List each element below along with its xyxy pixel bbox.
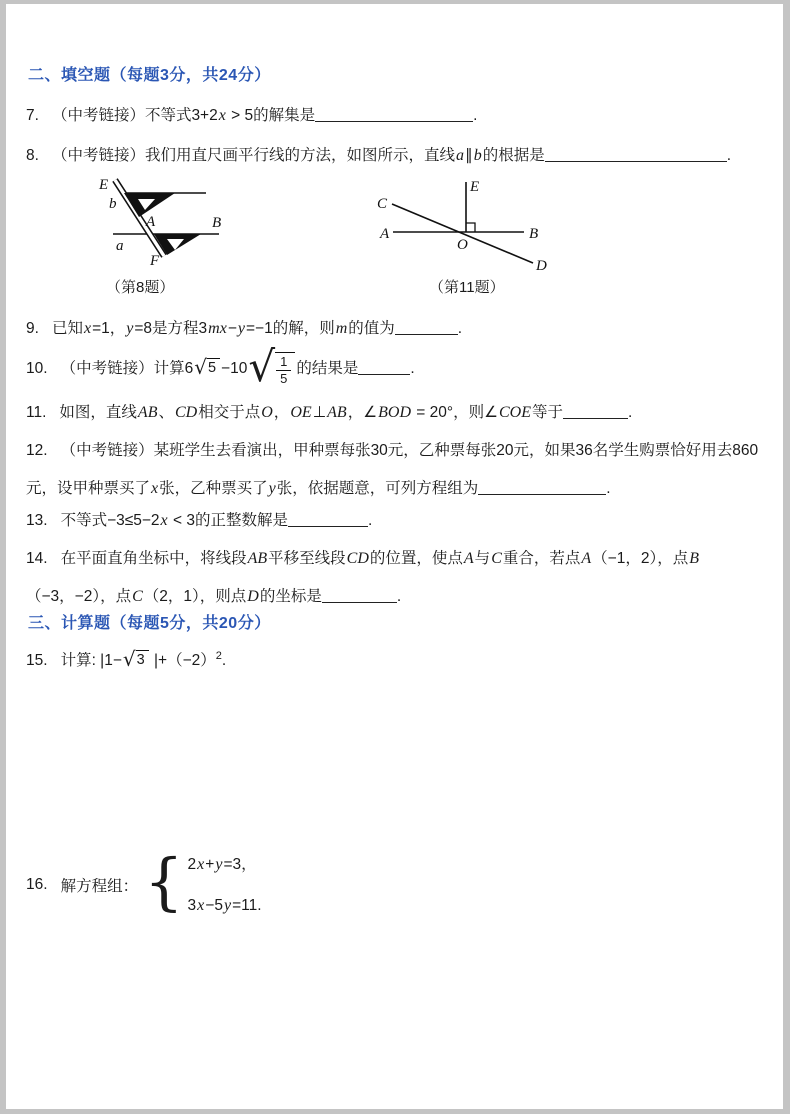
- question-15-number: 15.: [26, 652, 48, 669]
- question-9-number: 9.: [26, 320, 39, 337]
- math-variable: C: [132, 588, 143, 605]
- question-7-number: 7.: [26, 107, 39, 124]
- text-segment: （−1，2），点: [592, 550, 689, 567]
- fraction-denominator: 5: [280, 370, 288, 386]
- math-variable: AB: [327, 404, 347, 421]
- math-variable: x: [197, 856, 205, 873]
- text-segment: =8是方程3: [134, 320, 208, 337]
- text-segment: 元，设甲种票买了: [26, 480, 151, 497]
- text-segment: 在平面直角坐标中，将线段: [60, 550, 247, 567]
- question-11: [26, 400, 632, 422]
- text-segment: 、: [158, 404, 174, 421]
- question-12-text-line1: [61, 442, 759, 459]
- text-segment: 的坐标是: [259, 588, 322, 605]
- answer-blank: [358, 361, 410, 376]
- text-segment: 3: [187, 897, 197, 914]
- text-segment: .: [367, 512, 373, 529]
- math-variable: y: [126, 320, 134, 337]
- question-12-text-line2: [26, 480, 611, 497]
- text-segment: .: [457, 320, 463, 337]
- fraction: [276, 354, 291, 386]
- math-variable: B: [689, 550, 699, 567]
- math-variable: y: [215, 856, 223, 873]
- text-segment: ∥: [464, 147, 473, 164]
- question-10: [26, 342, 415, 391]
- text-segment: 等于: [532, 404, 564, 421]
- text-segment: 的位置，使点: [369, 550, 463, 567]
- fig11-label-B: B: [529, 226, 539, 242]
- text-segment: （中考链接）我们用直尺画平行线的方法，如图所示，直线: [51, 147, 455, 164]
- math-variable: A: [463, 550, 474, 567]
- math-variable: BOD: [378, 404, 411, 421]
- text-segment: ⊥: [312, 404, 327, 421]
- question-16: [26, 844, 262, 926]
- text-segment: +: [205, 856, 215, 873]
- text-segment: −: [227, 320, 237, 337]
- answer-blank: [322, 588, 397, 603]
- math-variable: OE: [290, 404, 312, 421]
- figure-q8-parallel-lines-ruler: [88, 172, 238, 267]
- math-variable: y: [237, 320, 245, 337]
- text-segment: （中考链接）计算6: [60, 360, 194, 378]
- question-7-text: [52, 107, 478, 124]
- fig8-label-F: F: [150, 253, 160, 267]
- fig11-line-CD: [392, 204, 533, 263]
- math-variable: m: [335, 320, 348, 337]
- text-segment: 计算: |1−: [60, 652, 122, 669]
- radicand: 3: [136, 650, 149, 669]
- equation-2: [188, 885, 262, 926]
- text-segment: =11.: [232, 897, 262, 914]
- question-8-text: [52, 147, 731, 164]
- question-14-number: 14.: [26, 550, 48, 567]
- fig11-label-E: E: [470, 179, 480, 195]
- answer-blank: [478, 480, 606, 495]
- fig8-label-a: a: [116, 238, 124, 254]
- question-9: [26, 316, 462, 338]
- figure-q8-caption: （第8题）: [106, 279, 175, 296]
- section-title-calculation: 三、计算题（每题5分，共20分）: [28, 615, 271, 632]
- text-segment: .: [606, 480, 611, 497]
- question-16-label: [61, 874, 139, 896]
- radical-sign: √: [248, 342, 276, 391]
- square-root: [122, 646, 149, 671]
- math-variable: mx: [208, 320, 227, 337]
- question-14: [26, 540, 700, 616]
- fig11-label-D: D: [536, 258, 547, 274]
- answer-blank: [395, 320, 458, 335]
- text-segment: （中考链接）某班学生去看演出，甲种票每张30元，乙种票每张20元，如果36名学生购票恰好用去860: [60, 442, 759, 459]
- question-14-text-line1: [61, 550, 700, 567]
- fig11-label-C: C: [377, 196, 388, 212]
- text-segment: ，∠: [347, 404, 378, 421]
- text-segment: 的根据是: [482, 147, 545, 164]
- answer-blank: [545, 147, 727, 162]
- text-segment: .: [473, 107, 478, 124]
- text-segment: .: [410, 360, 415, 378]
- text-segment: =−1的解，则: [245, 320, 335, 337]
- math-variable: a: [455, 147, 464, 164]
- text-segment: .: [628, 404, 633, 421]
- question-13-number: 13.: [26, 512, 48, 529]
- math-variable: O: [261, 404, 273, 421]
- text-segment: −5: [205, 897, 223, 914]
- equation-system: [188, 844, 262, 926]
- text-segment: 重合，若点: [502, 550, 581, 567]
- text-segment: 相交于点: [198, 404, 261, 421]
- text-segment: 的值为: [348, 320, 395, 337]
- fig11-label-A: A: [380, 226, 390, 242]
- question-11-text: [59, 404, 632, 421]
- text-segment: .: [396, 588, 402, 605]
- text-segment: 的结果是: [296, 360, 359, 378]
- text-segment: = 20°，则∠: [412, 404, 498, 421]
- question-10-number: 10.: [26, 360, 48, 378]
- text-segment: 平移至线段: [268, 550, 346, 567]
- fraction-numerator: 1: [276, 354, 291, 371]
- question-13-text: [61, 512, 373, 529]
- question-13: [26, 508, 372, 530]
- figure-q11-caption: （第11题）: [429, 279, 505, 296]
- system-brace: {: [144, 845, 184, 919]
- radical-sign: √: [194, 355, 207, 380]
- math-variable: b: [473, 147, 482, 164]
- question-8: [26, 143, 731, 165]
- text-segment: 已知: [51, 320, 83, 337]
- text-segment: .: [221, 652, 227, 669]
- text-segment: 解方程组：: [60, 878, 139, 895]
- question-15-text: [60, 646, 227, 671]
- section-title-fill-in-blanks: 二、填空题（每题3分，共24分）: [28, 67, 271, 84]
- text-segment: =1，: [92, 320, 126, 337]
- math-variable: CD: [174, 404, 198, 421]
- fig8-label-E: E: [99, 177, 109, 193]
- fig11-label-O: O: [457, 237, 468, 253]
- fig8-label-A: A: [146, 214, 156, 230]
- text-segment: < 3的正整数解是: [168, 512, 288, 529]
- text-segment: （2，1），则点: [143, 588, 247, 605]
- math-variable: x: [83, 320, 92, 337]
- question-11-number: 11.: [26, 404, 47, 421]
- question-14-text-line2: [26, 588, 401, 605]
- text-segment: 张，依据题意，可列方程组为: [276, 480, 479, 497]
- figure-q11-intersecting-lines: [358, 176, 558, 276]
- question-9-text: [52, 320, 462, 337]
- math-variable: A: [581, 550, 592, 567]
- math-variable: x: [151, 480, 159, 497]
- math-variable: y: [268, 480, 276, 497]
- exam-paper: [6, 4, 783, 1109]
- superscript: 2: [215, 649, 222, 662]
- math-variable: CD: [346, 550, 369, 567]
- text-segment: 不等式−3≤5−2: [60, 512, 160, 529]
- radical-sign: √: [122, 646, 136, 671]
- question-15: [26, 648, 226, 671]
- text-segment: |+（−2）: [149, 652, 216, 669]
- math-variable: COE: [499, 404, 531, 421]
- text-segment: .: [726, 147, 732, 164]
- text-segment: −10: [221, 360, 248, 378]
- math-variable: AB: [247, 550, 268, 567]
- text-segment: 如图，直线: [59, 404, 137, 421]
- math-variable: x: [218, 107, 226, 124]
- radicand: 5: [207, 358, 220, 377]
- fig8-label-B: B: [212, 215, 222, 231]
- math-variable: x: [160, 512, 168, 529]
- text-segment: ，: [273, 404, 290, 421]
- question-12-number: 12.: [26, 442, 48, 459]
- text-segment: =3，: [223, 856, 257, 873]
- text-segment: > 5的解集是: [226, 107, 316, 124]
- text-segment: （−3，−2），点: [26, 588, 132, 605]
- question-16-number: 16.: [26, 876, 48, 893]
- equation-1: [188, 844, 262, 885]
- math-variable: C: [491, 550, 502, 567]
- answer-blank: [315, 107, 473, 122]
- text-segment: 张，乙种票买了: [159, 480, 268, 497]
- answer-blank: [563, 404, 628, 419]
- math-variable: x: [197, 897, 205, 914]
- question-10-text: [60, 342, 415, 391]
- text-segment: 与: [474, 550, 491, 567]
- answer-blank: [288, 512, 368, 527]
- text-segment: 2: [187, 856, 197, 873]
- square-root-of-fraction: [248, 342, 295, 391]
- math-variable: AB: [137, 404, 158, 421]
- fig8-label-b: b: [109, 196, 117, 212]
- question-8-number: 8.: [26, 147, 39, 164]
- question-12: [26, 432, 758, 508]
- square-root: [194, 355, 220, 380]
- text-segment: （中考链接）不等式3+2: [51, 107, 218, 124]
- question-7: [26, 103, 477, 125]
- math-variable: D: [247, 588, 259, 605]
- math-variable: y: [223, 897, 232, 914]
- fig11-right-angle-mark: [466, 223, 475, 232]
